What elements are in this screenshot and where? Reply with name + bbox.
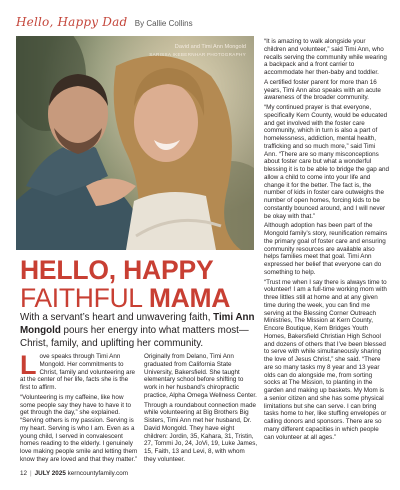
series-title: Hello, Happy Dad [16,15,128,29]
page-footer [20,470,128,477]
headline-word-mama: MAMA [148,283,231,313]
paragraph-text: ove speaks through Timi Ann Mongold. Her commitments to Christ, family and volunteering are at the center of her life, facts she is the first to affirm. [20,353,136,391]
body-column-1 [20,350,138,466]
page-number: 12 [20,470,28,477]
article-headline [20,257,258,312]
body-paragraph: “It is amazing to walk alongside your children and volunteer,” said Timi Ann, who recalls serving the community while wearing a backpack and a front carrier to accommodate her then-baby and toddler. [264,38,387,76]
body-paragraph: “My continued prayer is that everyone, specifically Kern County, would be educated and get involved with the foster care community, which in turn is also a part of homelessness, addiction, mental health, trafficking and so much more,” said Timi Ann. “There are so many misconceptions about foster care but what a wonderful blessing it is to be able to bridge the gap and allow a child to come into your life and change it for the better. The fact is, the number of kids in foster care outweighs the number of open homes, forcing kids to be constantly bounced around, and I will never be okay with that.” [264,104,389,220]
body-paragraph [20,350,138,392]
deck-rest: pours her energy into what matters most—Christ, family, and uplifting her community. [20,324,249,349]
body-paragraph: Through a roundabout connection made while volunteering at Big Brothers Big Sisters, Timi Ann met her husband, Dr. David Mongold. They have eight children: Jordin, 35, Kahara, 31, Tristin, 27, Tommi Jo, 24, JoVi, 19, Luke James, 15, Faith, 13 and Levi, 8, with whom they volunteer. [144,401,258,463]
feature-photo [16,36,254,250]
body-paragraph: A certified foster parent for more than 16 years, Timi Ann also speaks with an acute awareness of the broader community. [264,78,381,102]
footer-separator: | [30,470,32,477]
drop-cap: L [20,350,37,380]
photographer-credit: SARISSA IKEBERNHAR PHOTOGRAPHY [149,52,246,58]
body-paragraph: “Trust me when I say there is always time to volunteer! I am a full-time working mom with three littles still at home and at any given time during the week, you can find me serving at the Blessing Corner Outreach Ministries, The Mission at Kern County, Encore Boutique, Kern Bridges Youth Homes, Bakersfield Christian High School and dozens of others that I’ve been blessed to serve with while simultaneously sharing the love of Jesus Christ,” she said. “There are so many tasks my 8 year and 13 year olds can do alongside me, from sorting socks at The Mission, to planting in the garden and making up baskets. My Mom is a senior citizen and she has some physical limitations but she can serve. I can bring tasks home to her, like stuffing envelopes or calling donors and sponsors. There are so many different capacities in which people can volunteer at all ages.” [264,278,387,441]
body-column-3 [264,38,389,443]
headline-word-faithful: FAITHFUL [20,283,142,313]
deck-name: Timi Ann Mongold [20,312,255,336]
couple-photo-illustration [16,36,254,250]
body-paragraph: Although adoption has been part of the Mongold family’s story, reunification remains the primary goal of foster care and ensuring community resources are available also helps families meet that goal. Timi Ann expressed her belief that everyone can do something to help. [264,222,388,276]
website-link[interactable]: kerncountyfamily.com [67,470,129,477]
deck-intro: With a servant’s heart and unwavering faith, [20,312,211,323]
body-paragraph: “Volunteering is my caffeine, like how some people say they have to have it to get through the day,” she explained. “Serving others is my passion. Serving is my heart. Serving is who I am. Even as a young child, I served in convalescent homes reading to the elderly. I genuinely love making people smile and letting them know they are loved and that they matter.” [20,393,138,463]
byline: By Callie Collins [134,19,193,28]
headline-line-1: HELLO, HAPPY [20,255,214,285]
section-header [16,13,256,33]
photo-credit [149,44,246,58]
headline-line-2 [20,284,258,312]
body-column-2 [144,353,258,466]
issue-date: JULY 2025 [34,470,66,477]
article-deck [20,312,260,350]
body-paragraph: Originally from Delano, Timi Ann graduated from California State University, Bakersfield. She taught elementary school before shifting to work in her husband’s chiropractic practice, Alpha Omega Wellness Center. [144,353,257,399]
photo-caption: David and Timi Ann Mongold [174,44,246,50]
